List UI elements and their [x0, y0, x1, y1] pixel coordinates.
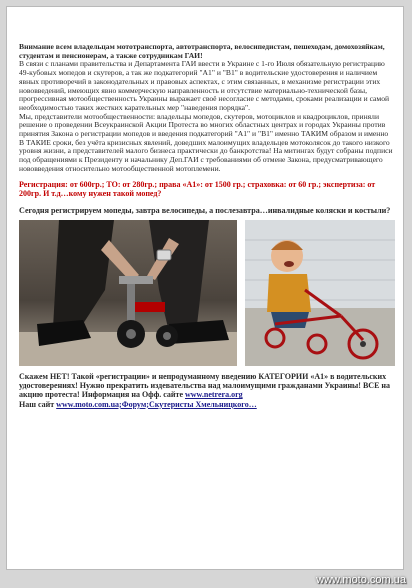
- paragraph-protest: Мы, представители мотообщественности: владельцы мопедов, скутеров, мотоциклов и квадроциклов, приняли решение о проведении Всеукраинской Акции Протеста во многих областных центрах и городах Украины против принятия Закона о регистрации мопедов и введения подкатегорий "A1" и "B1" именно ТАКИМ образом и именно В ТАКИЕ сроки, без учёта кризисных явлений, доведших малоимущих владельцев мотоколясок до такого низкого уровня жизни, а представителей малого бизнеса практически до банкротства! На митингах будут собраны подписи под обращениями к Президенту и начальнику Деп.ГАИ с требованиями об отмене Закона, предусматривающего нововведения относительно мотообщественной мотоплемени.: [19, 111, 393, 173]
- tricycle-photo: [245, 220, 395, 366]
- closing-statement: [19, 372, 395, 400]
- document-content: [19, 43, 395, 409]
- intro-heading: Внимание всем владельцам мототранспорта, автотранспорта, велосипедистам, пешеходам, домохозяйкам, студентам и пенсионерам, а также сотрудникам ГАИ!: [19, 42, 385, 60]
- forum-link[interactable]: www.moto.com.ua;Форум;Скутеристы Хмельницкого…: [56, 399, 257, 409]
- tiny-motorcycle-photo: [19, 220, 237, 366]
- document-page: [6, 6, 404, 570]
- closing-text: Скажем НЕТ! Такой «регистрации» и непродуманному введению КАТЕГОРИИ «A1» в водительских удостоверениях! Нужно прекратить издевательства над малоимущими гражданами Украины! ВСЕ на акцию протеста! Информация на Офф. сайте: [19, 371, 391, 400]
- question-line: Сегодня регистрируем мопеды, завтра велосипеды, а послезавтра…инвалидные коляски и костыли?: [19, 206, 391, 216]
- official-site-link[interactable]: www.netrera.org: [185, 390, 243, 400]
- forum-label: Наш сайт: [19, 399, 55, 409]
- fees-line: Регистрация: от 600гр.; ТО: от 280гр.; права «A1»: от 1500 гр.; страховка: от 60 гр.; экспертиза: от 200гр. И т.д…кому нужен такой мопед?: [19, 179, 376, 198]
- forum-line: [19, 400, 395, 409]
- photo-row: [19, 220, 395, 366]
- paragraph-registration: В связи с планами правительства и Департамента ГАИ ввести в Украине с 1-го Июля обязательную регистрацию 49-кубовых мопедов и скутеров, а так же подкатегорий "A1" и "B1" в водительские удостоверения и наличием явных противоречий в законодательных и правовых аспектах, с этим связанных, в механизме регистрации этих нововведений, имеющих явно коммерческую направленность и отсутствие материально-технической базы, прогрессивная мотообщественность Украины выражает своё несогласие с методами, сроками реализации и самой необходимостью таких жестких карательных мер "наведения порядка".: [19, 59, 390, 112]
- watermark: www.moto.com.ua: [316, 574, 406, 586]
